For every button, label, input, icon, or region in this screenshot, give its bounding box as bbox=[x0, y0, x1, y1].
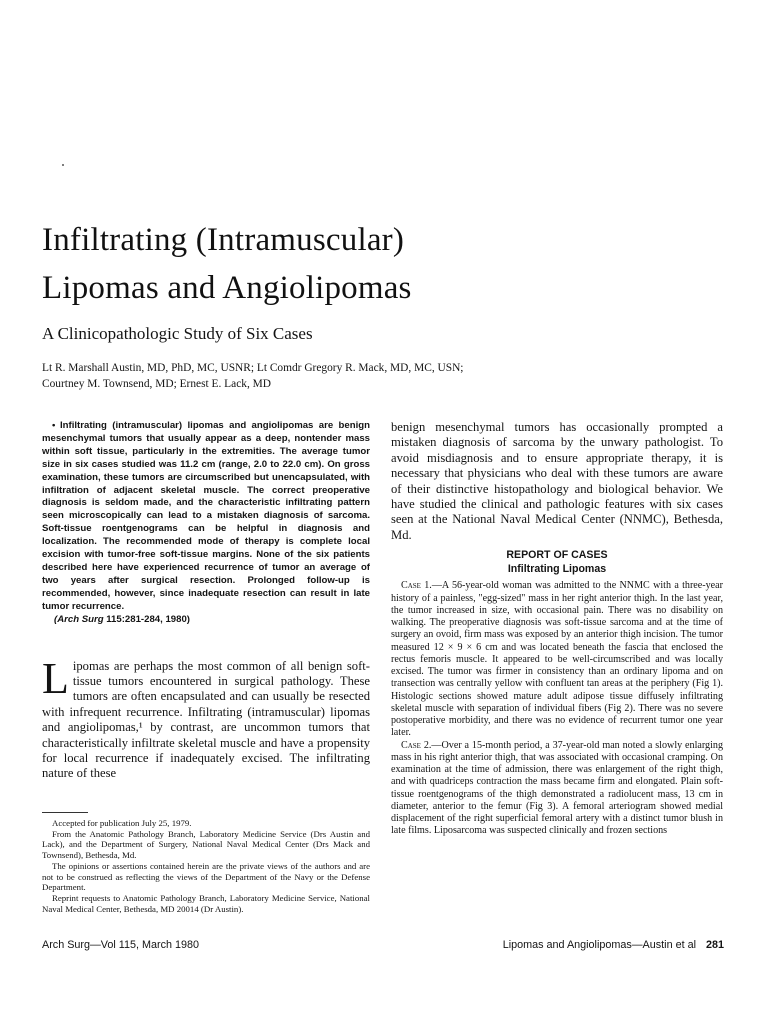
drop-cap: L bbox=[42, 653, 69, 703]
authors-line-1: Lt R. Marshall Austin, MD, PhD, MC, USNR; Lt Comdr Gregory R. Mack, MD, MC, USN; bbox=[42, 362, 464, 374]
title-line-2: Lipomas and Angiolipomas bbox=[42, 270, 412, 306]
authors-line-2: Courtney M. Townsend, MD; Ernest E. Lack, MD bbox=[42, 378, 271, 390]
left-column bbox=[42, 420, 370, 782]
intro-text: ipomas are perhaps the most common of all benign soft-tissue tumors encountered in surgical pathology. These tumors are often encapsulated and can usually be resected with infrequent recurrence. Infiltrating (intramuscular) lipomas and angiolipomas,¹ by contrast, are uncommon tumors that characteristically infiltrate skeletal muscle and have a propensity for local recurrence if inadequately excised. The infiltrating nature of these bbox=[42, 658, 370, 781]
author-list bbox=[42, 360, 463, 392]
footnote-reprint: Reprint requests to Anatomic Pathology Branch, Laboratory Medicine Service, National Naval Medical Center, Bethesda, MD 20014 (Dr Austin). bbox=[42, 892, 370, 914]
scan-speck bbox=[62, 164, 64, 166]
intro-continuation: benign mesenchymal tumors has occasionally prompted a mistaken diagnosis of sarcoma by the unwary pathologist. To avoid misdiagnosis and to ensure appropriate therapy, it is necessary that physicians who deal with these tumors are aware of their distinctive histopathology and biological behavior. We have studied the clinical and pathologic features with six cases seen at the National Naval Medical Center (NNMC), Bethesda, Md. bbox=[391, 420, 723, 542]
footer-article-title: Lipomas and Angiolipomas—Austin et al bbox=[502, 939, 696, 951]
report-of-cases-heading: REPORT OF CASES bbox=[506, 549, 608, 562]
footer-journal-info: Arch Surg—Vol 115, March 1980 bbox=[42, 939, 200, 951]
case-2-paragraph bbox=[391, 740, 723, 838]
abstract-text: Infiltrating (intramuscular) lipomas and angiolipomas are benign mesenchymal tumors that usually appear as a deep, nontender mass within soft tissue, particularly in the extremities. The average tumor size in six cases studied was 11.2 cm (range, 2.0 to 22.0 cm). On gross examination, these tumors are circumscribed but unencapsulated, with infiltration of adjacent skeletal muscle. The correct preoperative diagnosis is seldom made, and the characteristic infiltrating pattern seen microscopically can lead to a mistaken diagnosis of sarcoma. Soft-tissue roentgenograms can be helpful in diagnosis and localization. The recommended mode of therapy is complete local excision with tumor-free soft-tissue margins. None of the six patients described here have experienced recurrence of tumor an average of two years after surgical resection. Prolonged follow-up is recommended, however, since inadequate resection can result in late tumor recurrence. bbox=[42, 420, 370, 612]
footnotes bbox=[42, 818, 370, 914]
abstract-bullet: • bbox=[52, 420, 56, 431]
case-2-label: Case 2. bbox=[401, 739, 432, 751]
abstract-citation bbox=[54, 614, 370, 627]
case-1-label: Case 1. bbox=[401, 580, 432, 592]
case-1-paragraph bbox=[391, 580, 723, 739]
footnote-disclaimer: The opinions or assertions contained herein are the private views of the authors and are not to be construed as reflecting the views of the Department of the Navy or the Defense Department. bbox=[42, 860, 370, 893]
right-column bbox=[391, 420, 723, 838]
page-number: 281 bbox=[705, 939, 724, 951]
article-subtitle: A Clinicopathologic Study of Six Cases bbox=[42, 324, 313, 343]
footnote-divider bbox=[42, 812, 88, 813]
footer-running-title bbox=[503, 939, 724, 951]
infiltrating-lipomas-subheading: Infiltrating Lipomas bbox=[507, 562, 607, 575]
section-heading bbox=[391, 549, 723, 576]
citation-details: 115:281-284, 1980) bbox=[103, 613, 190, 625]
case-2-text: —Over a 15-month period, a 37-year-old man noted a slowly enlarging mass in his right anterior thigh, that was associated with occasional cramping. On examination at the time of admission, there was enlargement of the right thigh, and with quadriceps contraction the mass became firm and elongated. Plain soft-tissue roentgenograms of the thigh demonstrated a radiolucent mass, 13 cm in diameter, anterior to the femur (Fig 3). A femoral arteriogram showed medial displacement of the right superficial femoral artery with a distinct tumor blush in late films. Liposarcoma was suspected clinically and frozen sections bbox=[391, 739, 723, 837]
citation-journal: (Arch Surg bbox=[54, 613, 104, 625]
case-1-text: —A 56-year-old woman was admitted to the NNMC with a three-year history of a painless, "egg-sized" mass in her right anterior thigh. In the last year, the tumor increased in size, with occasional pain. There was no disability on walking. The preoperative diagnosis was soft-tissue sarcoma and at the time of surgery an ovoid, firm mass was exposed by an anterior thigh incision. The tumor measured 12 × 9 × 6 cm and was located beneath the fascia that enclosed the rectus femoris muscle. It appeared to be well-circumscribed and was locally excised. The tumor was firmer in consistency than an ordinary lipoma and on transection was centrally yellow with confluent tan areas at the periphery (Fig 1). Histologic sections showed mature adult adipose tissue diffusely infiltrating skeletal muscle with separation of individual fibers (Fig 2). There was no severe postoperative morbidity, and there was no evidence of recurrent tumor one year later. bbox=[391, 580, 723, 739]
article-title bbox=[42, 216, 722, 312]
intro-paragraph bbox=[42, 653, 370, 782]
footnote-accepted: Accepted for publication July 25, 1979. bbox=[52, 818, 192, 828]
title-line-1: Infiltrating (Intramuscular) bbox=[42, 222, 405, 258]
footnote-affiliation: From the Anatomic Pathology Branch, Laboratory Medicine Service (Drs Austin and Lack), and the Department of Surgery, National Naval Medical Center (Drs Mack and Townsend), Bethesda, Md. bbox=[42, 828, 370, 861]
abstract bbox=[42, 420, 370, 614]
